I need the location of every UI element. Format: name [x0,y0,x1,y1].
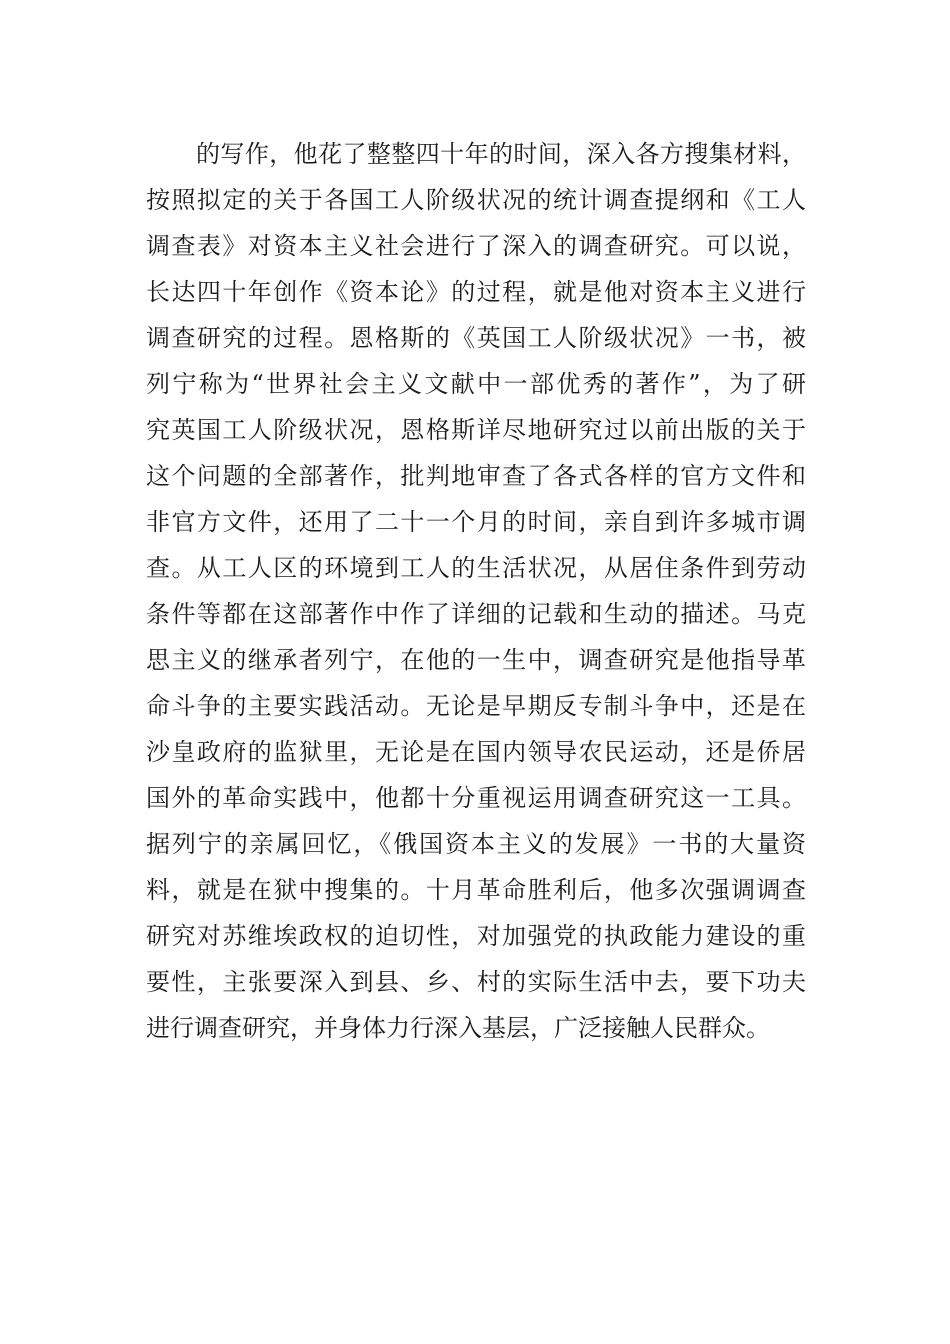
text-line: 查。从工人区的环境到工人的生活状况，从居住条件到劳动 [146,554,806,582]
text-line: 非官方文件，还用了二十一个月的时间，亲自到许多城市调 [146,508,806,536]
text-line: 长达四十年创作《资本论》的过程，就是他对资本主义进行 [146,278,806,306]
text-line: 沙皇政府的监狱里，无论是在国内领导农民运动，还是侨居 [146,738,806,766]
text-line: 这个问题的全部著作，批判地审查了各式各样的官方文件和 [146,462,806,490]
text-line: 料，就是在狱中搜集的。十月革命胜利后，他多次强调调查 [146,876,806,904]
text-line: 调查表》对资本主义社会进行了深入的调查研究。可以说， [146,232,806,260]
text-line: 条件等都在这部著作中作了详细的记载和生动的描述。马克 [146,600,806,628]
text-line: 研究对苏维埃政权的迫切性，对加强党的执政能力建设的重 [146,922,806,950]
text-line: 思主义的继承者列宁，在他的一生中，调查研究是他指导革 [146,646,806,674]
text-line: 列宁称为“世界社会主义文献中一部优秀的著作”，为了研 [146,370,806,398]
text-line: 国外的革命实践中，他都十分重视运用调查研究这一工具。 [146,784,806,812]
text-line: 进行调查研究，并身体力行深入基层，广泛接触人民群众。 [146,1014,770,1042]
text-line: 据列宁的亲属回忆，《俄国资本主义的发展》一书的大量资 [146,830,806,858]
text-line: 要性，主张要深入到县、乡、村的实际生活中去，要下功夫 [146,968,806,996]
text-line: 按照拟定的关于各国工人阶级状况的统计调查提纲和《工人 [146,186,806,214]
body-paragraph [146,131,806,1051]
text-line: 究英国工人阶级状况，恩格斯详尽地研究过以前出版的关于 [146,416,806,444]
text-line: 命斗争的主要实践活动。无论是早期反专制斗争中，还是在 [146,692,806,720]
text-line: 的写作，他花了整整四十年的时间，深入各方搜集材料， [196,140,806,168]
text-line: 调查研究的过程。恩格斯的《英国工人阶级状况》一书，被 [146,324,806,352]
